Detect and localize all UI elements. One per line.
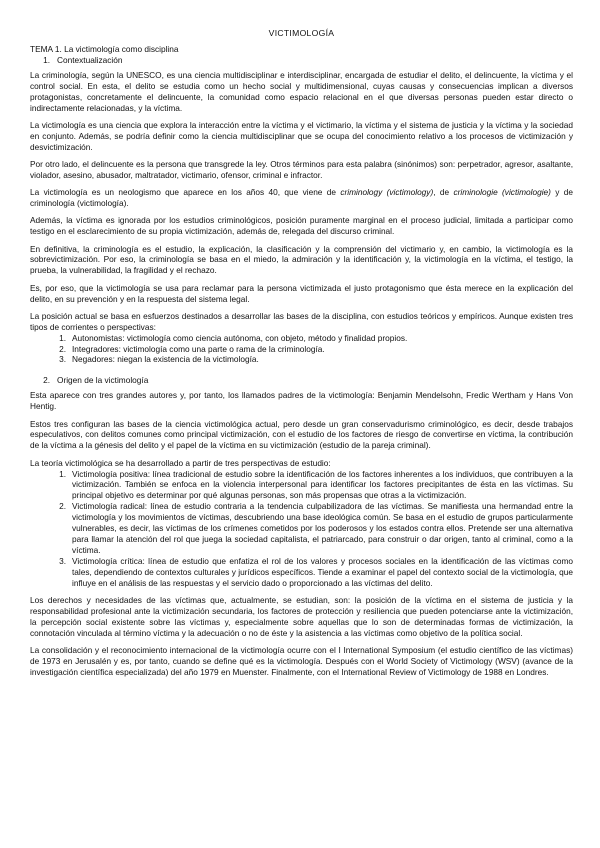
document-title: VICTIMOLOGÍA [268,28,335,38]
section-number: 2. [43,375,50,386]
paragraph-rights-needs: Los derechos y necesidades de las víctimas que, actualmente, se estudian, son: la posición de la víctima en el sistema de justicia y la responsabilidad profesional ante la victimización secundaria, los factores de protección y resiliencia que pueden potenciarse ante la victimización, la percepción social existente sobre las víctimas y, especialmente sobre aquellas que lo son de determinadas formas de victimización, la connotación vinculada al término víctima y la adecuación o no de éste y la asistencia a las víctimas como objetivo de la política social. [30,594,573,638]
list-item: 2. Integradores: victimología como una parte o rama de la criminología. [59,343,325,354]
section-heading-1 [30,55,573,66]
perspectives-list [30,469,573,589]
italic-term: criminologie (victimologie) [453,187,551,198]
topic-heading: TEMA 1. La victimología como disciplina [30,44,179,54]
section-heading-2 [30,375,573,386]
paragraph-current-position: La posición actual se basa en esfuerzos destinados a desarrollar las bases de la disciplina, con estudios teóricos y empíricos. Aunque existen tres tipos de corrientes o perspectivas: [30,310,573,332]
list-item: 1. Autonomistas: victimología como ciencia autónoma, con objeto, método y finalidad propios. [59,332,408,343]
section-label: Origen de la victimología [57,375,149,386]
paragraph-founders: Esta aparece con tres grandes autores y, por tanto, los llamados padres de la victimología: Benjamin Mendelsohn, Fredic Wertham y Hans Von Hentig. [30,390,573,412]
document-page [30,28,573,678]
paragraph-foundations: Estos tres configuran las bases de la ciencia victimológica actual, pero desde un gran conservadurismo criminológico, es decir, desde trabajos especulativos, con delitos comunes como principal victimización, con el estudio de los factores de riesgo de convertirse en víctima, la contribución de la víctima a la génesis del delito y el papel de la víctima en su victimización (estudio de la pareja criminal). [30,418,573,451]
paragraph-definition-summary: En definitiva, la criminología es el estudio, la explicación, la clasificación y la comprensión del victimario y, en cambio, la victimología es la sobrevictimización. Por eso, la criminología se basa en el miedo, la admiración y la identificación y, la victimología en la víctima, el testigo, la prueba, la vulnerabilidad, la fragilidad y el rechazo. [30,243,573,276]
list-item: 3. Victimología crítica: línea de estudio que enfatiza el rol de los valores y procesos sociales en la identificación de las víctimas como tales, dependiendo de contextos culturales y jurídicos específicos. Tiende a examinar el papel del contexto social de la victimología, que influye en el análisis de las respuestas y el servicio dado o proporcionado a las víctimas del delito. [59,555,573,588]
section-number: 1. [43,54,50,65]
paragraph-criminology: La criminología, según la UNESCO, es una ciencia multidisciplinar e interdisciplinar, encargada de estudiar el delito, el delincuente, la víctima y el control social. En esta, el delito se estudia como un hecho social y multidimensional, cuyas causas y consecuencias implican a diversos protagonistas, concretamente el delincuente, la comunidad como espacio relacional en el que diversas personas pueden estar directo o indirectamente relacionadas, y la víctima. [30,69,573,113]
paragraph-victimology-definition: La victimología es una ciencia que explora la interacción entre la víctima y el victimario, la víctima y el sistema de justicia y la víctima y la sociedad en conjunto. Además, se podría definir como la ciencia multidisciplinar que se ocupa del conocimiento relativo a los procesos de victimización y desvictimización. [30,119,573,152]
paragraph-neologism: La victimología es un neologismo que aparece en los años 40, que viene de criminology (victimology), de criminologie (victimologie) y de criminología (victimología). [30,187,573,209]
currents-list [30,333,573,366]
list-item: 3. Negadores: niegan la existencia de la victimología. [59,354,259,365]
paragraph-consolidation: La consolidación y el reconocimiento internacional de la victimología ocurre con el I International Symposium (el estudio científico de las víctimas) de 1973 en Jerusalén y es, por tanto, cuando se define qué es la victimología. Después con el World Society of Victimology (WSV) (avance de la investigación científica especializada) del año 1979 en Muenster. Finalmente, con el International Review of Victimology de 1988 en Londres. [30,644,573,677]
italic-term: criminology (victimology) [340,187,434,198]
paragraph-offender: Por otro lado, el delincuente es la persona que transgrede la ley. Otros términos para esta palabra (sinónimos) son: perpetrador, agresor, asaltante, violador, asesino, abusador, maltratador, victimario, ofensor, criminal e infractor. [30,158,573,180]
list-item: 2. Victimología radical: línea de estudio contraria a la tendencia culpabilizadora de las víctimas. Se manifiesta una hermandad entre la victimología y los movimientos de víctimas, descubriendo una base ideológica común. Se basa en el estudio de grupos particularmente vulnerables, es decir, las víctimas de los crímenes cometidos por los poderosos y los estados contra ellos. Pretende ser una alternativa para llamar la atención del rol que juega la sociedad capitalista, el patriarcado, para construir o dar origen, tanto al criminal, como a la víctima. [59,501,573,555]
paragraph-ignored-victim: Además, la víctima es ignorada por los estudios criminológicos, posición puramente marginal en el proceso judicial, limitada a participar como testigo en el esclarecimiento de su propia victimización, además de, relegada del discurso criminal. [30,215,573,237]
list-item: 1. Victimología positiva: línea tradicional de estudio sobre la identificación de los factores inherentes a los individuos, que contribuyen a la victimización. También se enfoca en la violencia interpersonal para identificar los factores precipitantes de ésta en las víctimas. Su principal objetivo es determinar por qué algunas personas, son más propensas que otras a la victimización. [59,468,573,501]
section-label: Contextualización [57,54,123,65]
paragraph-perspectives-intro: La teoría victimológica se ha desarrollado a partir de tres perspectivas de estudio: [30,457,331,468]
paragraph-protagonism: Es, por eso, que la victimología se usa para reclamar para la persona victimizada el justo protagonismo que ésta merece en la explicación del delito, en su prevención y en la respuesta del sistema legal. [30,282,573,304]
